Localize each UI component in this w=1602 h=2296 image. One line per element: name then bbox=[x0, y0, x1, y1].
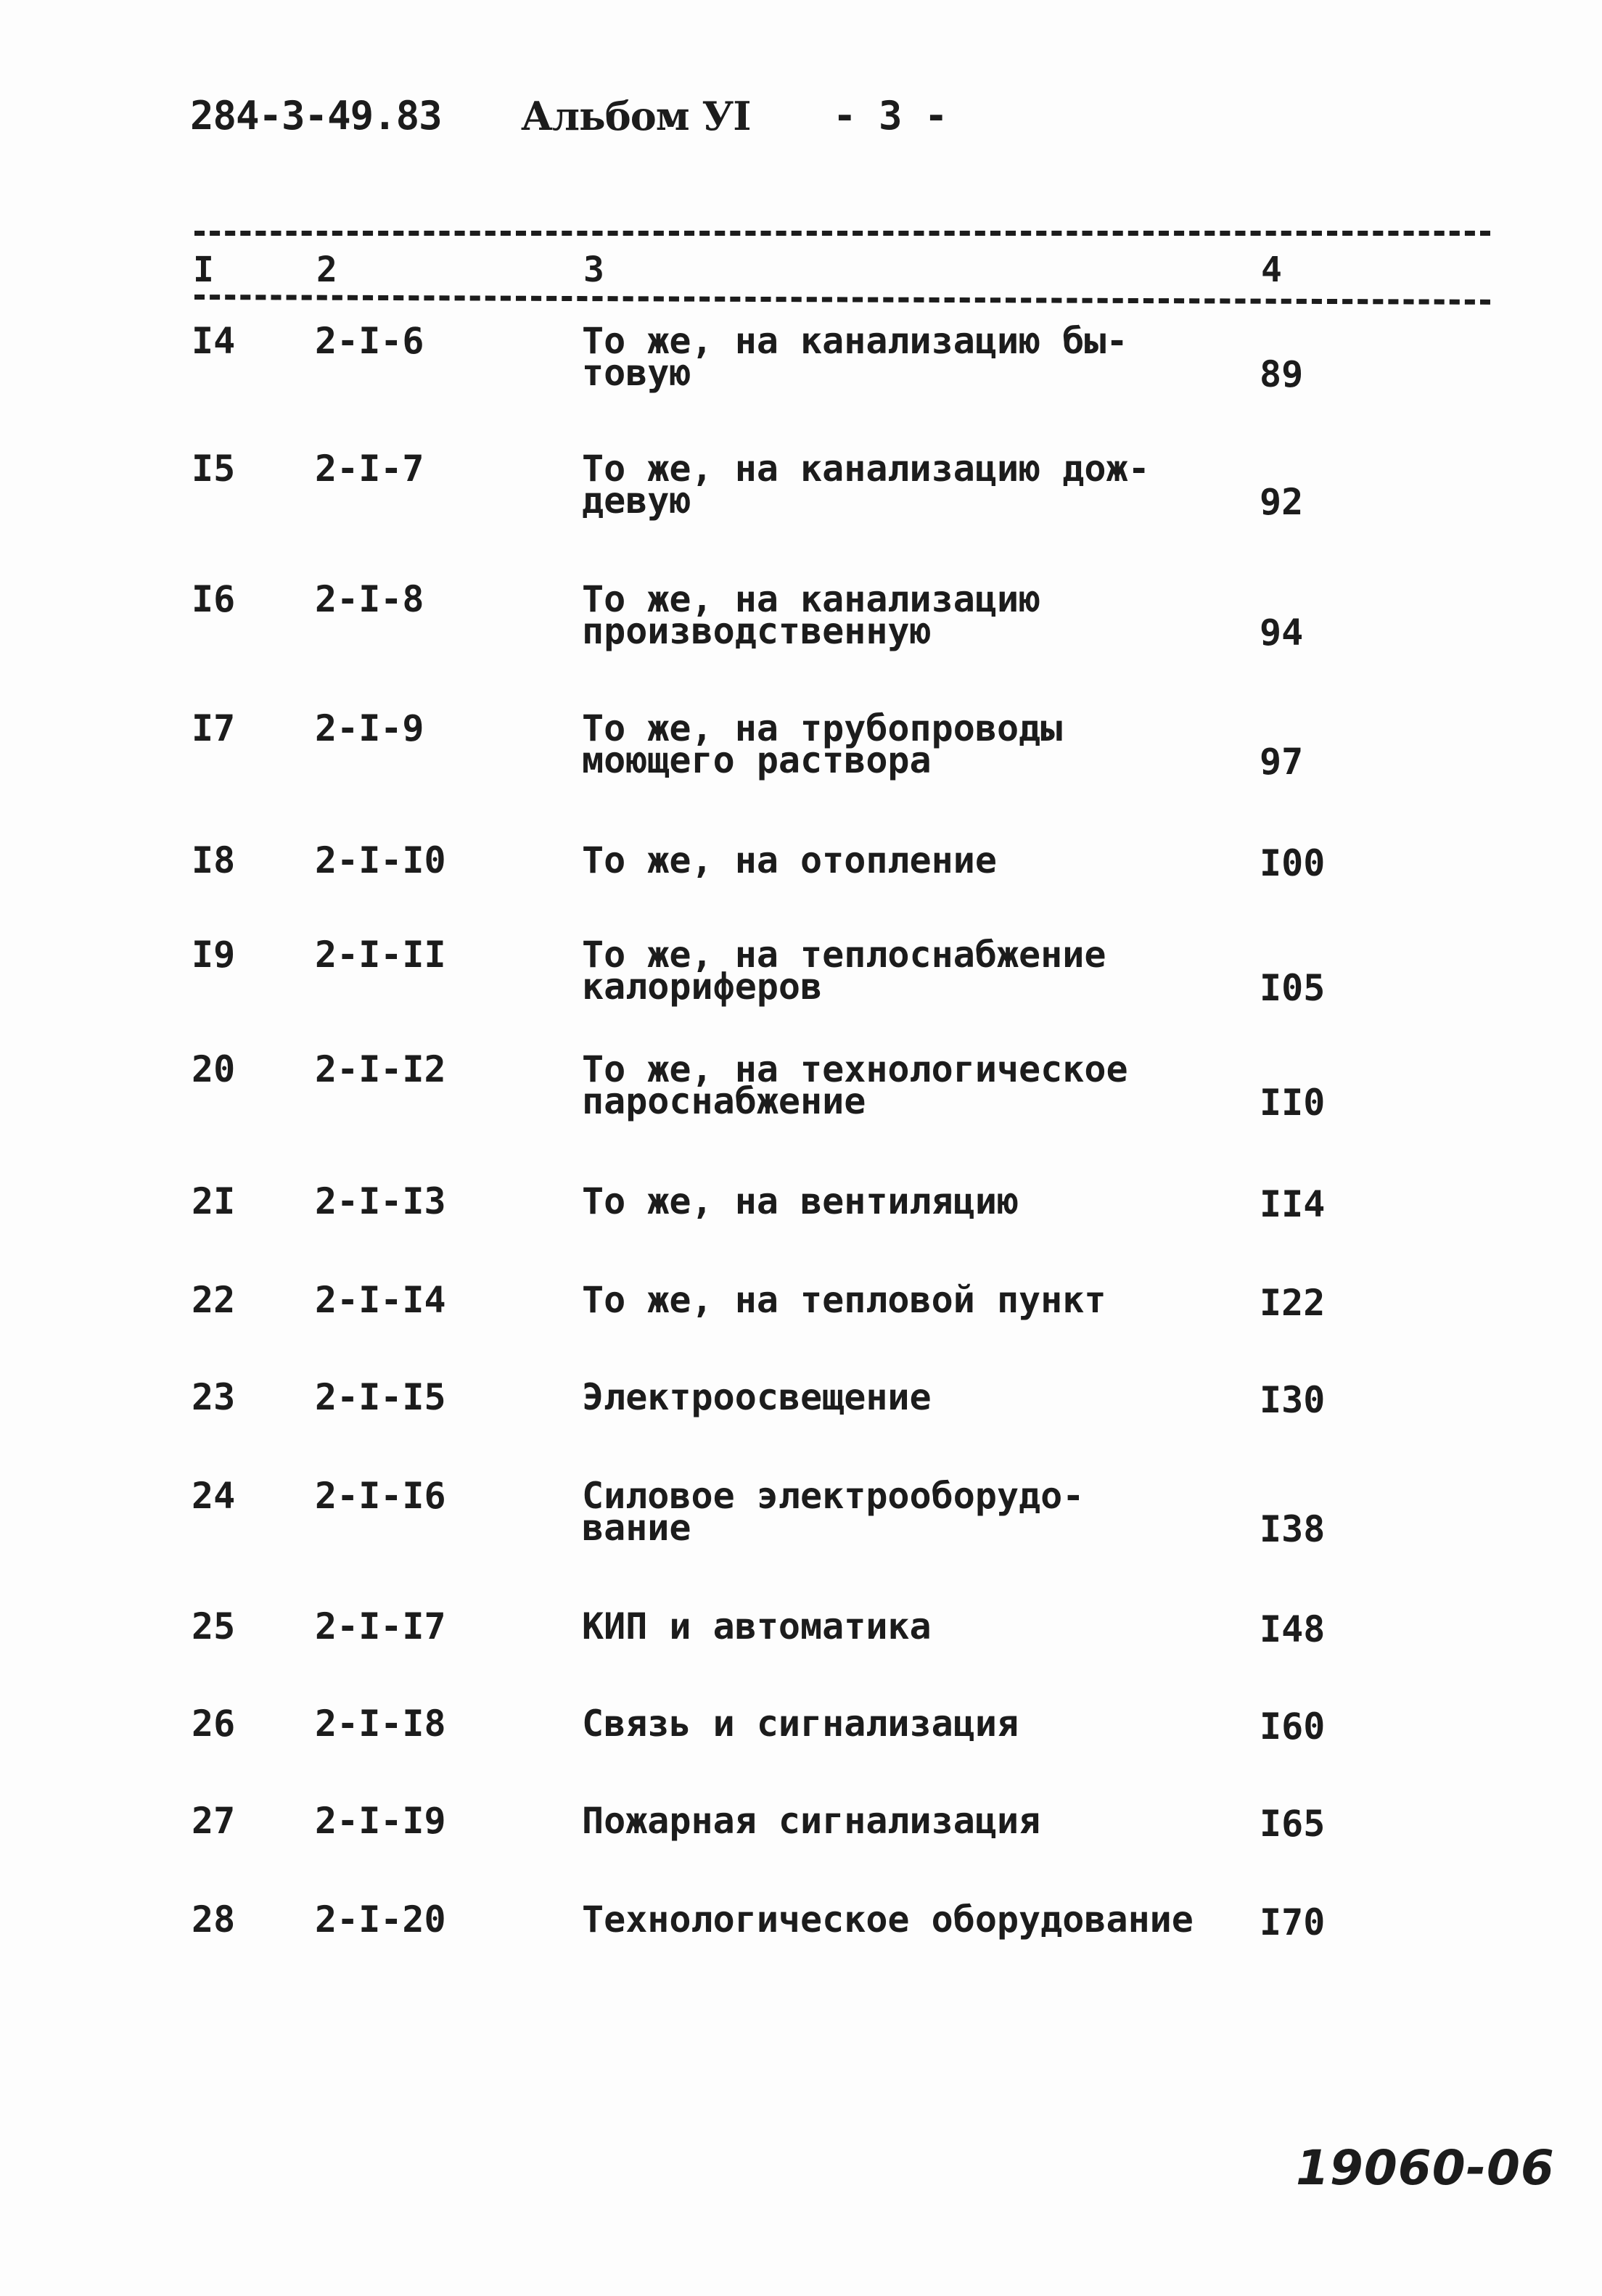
page-reference: I38 bbox=[1260, 1508, 1326, 1550]
drawing-reference: 2-I-I3 bbox=[315, 1180, 446, 1222]
row-number: 22 bbox=[192, 1279, 236, 1321]
drawing-title-line: То же, на теплоснабжение bbox=[582, 934, 1106, 976]
drawing-reference: 2-I-8 bbox=[315, 578, 424, 620]
drawing-title-line: То же, на трубопроводы bbox=[582, 707, 1063, 749]
drawing-title bbox=[582, 1800, 1041, 1842]
drawing-reference: 2-I-20 bbox=[315, 1898, 446, 1941]
row-number: I6 bbox=[192, 578, 236, 620]
row-number: I5 bbox=[192, 448, 236, 490]
drawing-title bbox=[582, 1048, 1128, 1122]
drawing-title bbox=[582, 448, 1150, 522]
page-reference: I65 bbox=[1260, 1803, 1326, 1845]
drawing-reference: 2-I-II bbox=[315, 934, 446, 976]
page-reference: I05 bbox=[1260, 967, 1326, 1009]
page-reference: II0 bbox=[1260, 1082, 1326, 1124]
drawing-reference: 2-I-I6 bbox=[315, 1475, 446, 1517]
column-header-3: 3 bbox=[580, 250, 607, 290]
row-number: 24 bbox=[192, 1475, 236, 1517]
drawing-title bbox=[582, 1279, 1106, 1321]
drawing-title-line: моющего раствора bbox=[582, 739, 932, 781]
drawing-title bbox=[582, 1703, 1019, 1745]
drawing-reference: 2-I-9 bbox=[315, 707, 424, 749]
drawing-reference: 2-I-I2 bbox=[315, 1048, 446, 1090]
album-label: Альбом УI bbox=[521, 93, 751, 139]
drawing-title-line: То же, на канализацию дож- bbox=[582, 448, 1150, 490]
row-number: 20 bbox=[192, 1048, 236, 1090]
handwritten-stamp-number: 19060-06 bbox=[1296, 2140, 1555, 2196]
page-reference: I70 bbox=[1260, 1901, 1326, 1943]
page-number: - 3 - bbox=[833, 93, 948, 139]
drawing-title-line: То же, на отопление bbox=[582, 839, 997, 881]
drawing-title-line: производственную bbox=[582, 610, 932, 652]
row-number: I7 bbox=[192, 707, 236, 749]
drawing-reference: 2-I-I5 bbox=[315, 1376, 446, 1418]
row-number: I9 bbox=[192, 934, 236, 976]
drawing-title bbox=[582, 1898, 1194, 1941]
drawing-title bbox=[582, 707, 1063, 781]
drawing-title bbox=[582, 1605, 932, 1647]
drawing-title-line: вание bbox=[582, 1507, 691, 1549]
drawing-title-line: Пожарная сигнализация bbox=[582, 1800, 1041, 1842]
drawing-title-line: Связь и сигнализация bbox=[582, 1703, 1019, 1745]
page-reference: 97 bbox=[1260, 741, 1304, 783]
row-number: 27 bbox=[192, 1800, 236, 1842]
drawing-reference: 2-I-I4 bbox=[315, 1279, 446, 1321]
column-header-2: 2 bbox=[313, 250, 340, 290]
drawing-reference: 2-I-I0 bbox=[315, 839, 446, 881]
page-reference: 94 bbox=[1260, 612, 1304, 654]
drawing-title bbox=[582, 1376, 932, 1418]
drawing-title-line: Электроосвещение bbox=[582, 1376, 932, 1418]
drawing-title-line: То же, на канализацию бы- bbox=[582, 320, 1128, 362]
row-number: 23 bbox=[192, 1376, 236, 1418]
drawing-reference: 2-I-6 bbox=[315, 320, 424, 362]
drawing-reference: 2-I-I7 bbox=[315, 1605, 446, 1647]
row-number: 28 bbox=[192, 1898, 236, 1941]
row-number: 26 bbox=[192, 1703, 236, 1745]
drawing-title bbox=[582, 320, 1128, 394]
page-reference: I30 bbox=[1260, 1379, 1326, 1421]
drawing-title-line: калориферов bbox=[582, 966, 823, 1008]
table-top-rule bbox=[194, 231, 1490, 236]
column-header-4: 4 bbox=[1258, 250, 1285, 290]
drawing-reference: 2-I-I9 bbox=[315, 1800, 446, 1842]
page-reference: II4 bbox=[1260, 1183, 1326, 1225]
drawing-title-line: товую bbox=[582, 352, 691, 394]
page-reference: I48 bbox=[1260, 1608, 1326, 1650]
page-reference: 89 bbox=[1260, 353, 1304, 395]
page-reference: I22 bbox=[1260, 1282, 1326, 1324]
drawing-title-line: Технологическое оборудование bbox=[582, 1898, 1194, 1941]
drawing-title-line: То же, на тепловой пункт bbox=[582, 1279, 1106, 1321]
row-number: I4 bbox=[192, 320, 236, 362]
drawing-title bbox=[582, 934, 1106, 1008]
drawing-title-line: КИП и автоматика bbox=[582, 1605, 932, 1647]
row-number: 2I bbox=[192, 1180, 236, 1222]
drawing-title bbox=[582, 839, 997, 881]
row-number: 25 bbox=[192, 1605, 236, 1647]
page-reference: I60 bbox=[1260, 1705, 1326, 1748]
page-reference: 92 bbox=[1260, 481, 1304, 523]
drawing-title-line: пароснабжение bbox=[582, 1080, 866, 1122]
drawing-title-line: девую bbox=[582, 480, 691, 522]
drawing-title-line: То же, на канализацию bbox=[582, 578, 1041, 620]
drawing-title bbox=[582, 1475, 1085, 1549]
table-header-rule bbox=[194, 295, 1490, 305]
drawing-title-line: То же, на вентиляцию bbox=[582, 1180, 1019, 1222]
drawing-reference: 2-I-I8 bbox=[315, 1703, 446, 1745]
drawing-title bbox=[582, 578, 1041, 652]
document-code: 284-3-49.83 bbox=[190, 93, 442, 139]
drawing-title-line: То же, на технологическое bbox=[582, 1048, 1128, 1090]
drawing-title-line: Силовое электрооборудо- bbox=[582, 1475, 1085, 1517]
column-header-1: I bbox=[190, 250, 217, 290]
row-number: I8 bbox=[192, 839, 236, 881]
drawing-title bbox=[582, 1180, 1019, 1222]
page-reference: I00 bbox=[1260, 842, 1326, 884]
drawing-reference: 2-I-7 bbox=[315, 448, 424, 490]
